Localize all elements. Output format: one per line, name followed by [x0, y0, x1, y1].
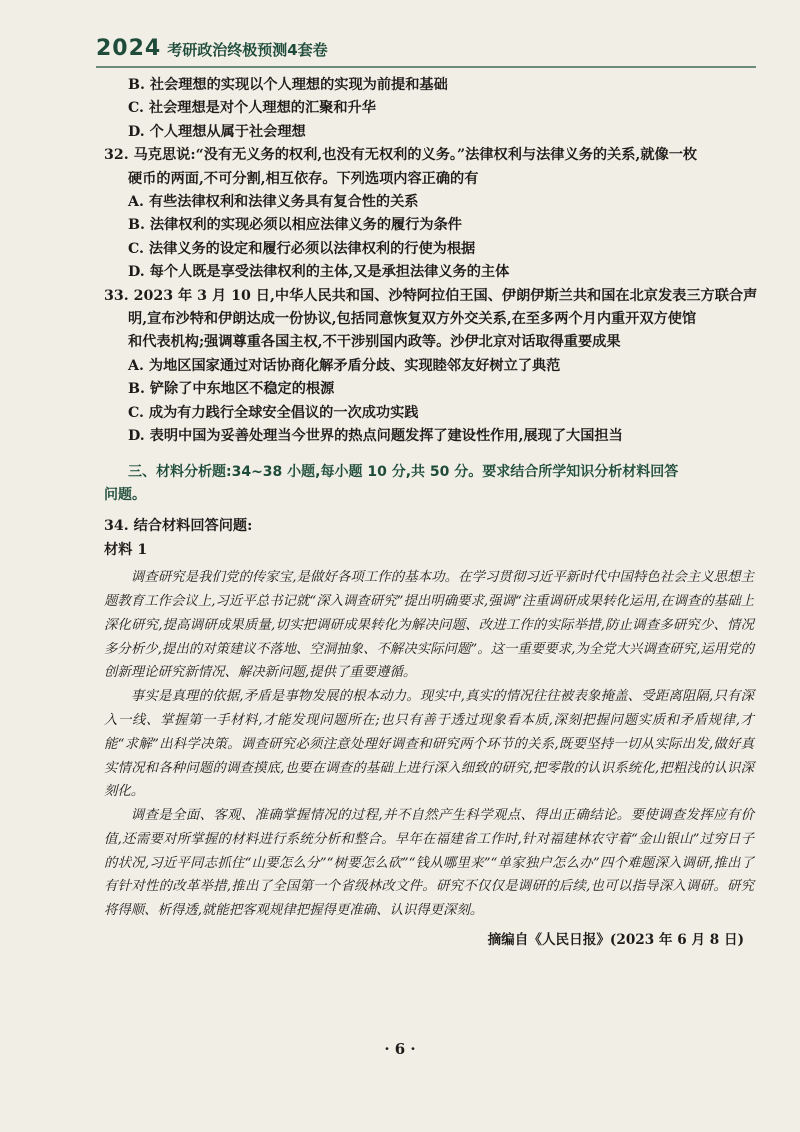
section-heading: [104, 461, 754, 508]
question-31-options: [104, 74, 754, 144]
header-year: 2024: [96, 36, 162, 61]
option: C. 成为有力践行全球安全倡议的一次成功实践: [128, 404, 419, 421]
option: D. 每个人既是享受法律权利的主体,又是承担法律义务的主体: [128, 264, 510, 281]
option: D. 个人理想从属于社会理想: [128, 123, 306, 140]
page-header: [96, 36, 328, 61]
section-heading-line: 三、材料分析题:34~38 小题,每小题 10 分,共 50 分。要求结合所学知识分析材料回答: [128, 463, 679, 480]
option: C. 法律义务的设定和履行必须以法律权利的行使为根据: [128, 240, 476, 257]
question-stem: 和代表机构;强调尊重各国主权,不干涉别国内政等。沙伊北京对话取得重要成果: [128, 334, 621, 351]
material-label: 材料 1: [104, 541, 148, 558]
question-32: [104, 144, 754, 284]
option: B. 铲除了中东地区不稳定的根源: [128, 381, 335, 398]
material-source: 摘编自《人民日报》(2023 年 6 月 8 日): [487, 932, 744, 949]
question-stem: 明,宣布沙特和伊朗达成一份协议,包括同意恢复双方外交关系,在至多两个月内重开双方使馆: [128, 311, 697, 328]
question-33: [104, 285, 758, 449]
question-stem: 硬币的两面,不可分割,相互依存。下列选项内容正确的有: [128, 170, 479, 187]
page-content: [104, 74, 758, 952]
option: A. 为地区国家通过对话协商化解矛盾分歧、实现睦邻友好树立了典范: [128, 357, 561, 374]
question-stem: 33. 2023 年 3 月 10 日,中华人民共和国、沙特阿拉伯王国、伊朗伊斯兰共和国在北京发表三方联合声: [104, 287, 758, 304]
question-stem: 32. 马克思说:“没有无义务的权利,也没有无权利的义务。”法律权利与法律义务的关系,就像一枚: [104, 147, 698, 164]
page-number: · 6 ·: [384, 1040, 416, 1058]
material-text: [104, 566, 754, 923]
material-paragraph: 调查研究是我们党的传家宝,是做好各项工作的基本功。在学习贯彻习近平新时代中国特色社会主义思想主题教育工作会议上,习近平总书记就“深入调查研究”提出明确要求,强调“注重调研成果转化运用,在调查的基础上深化研究,提高调研成果质量,切实把调研成果转化为解决问题、改进工作的实际举措,防止调查多研究少、情况多分析少,提出的对策建议不落地、空洞抽象、不解决实际问题”。这一重要要求,为全党大兴调查研究,运用党的创新理论研究新情况、解决新问题,提供了重要遵循。: [104, 570, 754, 681]
material-paragraph: 调查是全面、客观、准确掌握情况的过程,并不自然产生科学观点、得出正确结论。要使调查发挥应有价值,还需要对所掌握的材料进行系统分析和整合。早年在福建省工作时,针对福建林农守着“金山银山”过穷日子的状况,习近平同志抓住“山要怎么分”“树要怎么砍”“钱从哪里来”“单家独户怎么办”四个难题深入调研,推出了有针对性的改革举措,推出了全国第一个省级林改文件。研究不仅仅是调研的后续,也可以指导深入调研。研究将得顺、析得透,就能把客观规律把握得更准确、认识得更深刻。: [104, 808, 754, 919]
option: C. 社会理想是对个人理想的汇聚和升华: [128, 100, 376, 117]
option: D. 表明中国为妥善处理当今世界的热点问题发挥了建设性作用,展现了大国担当: [128, 428, 623, 445]
option: A. 有些法律权利和法律义务具有复合性的关系: [128, 194, 419, 211]
header-title: 考研政治终极预测4套卷: [167, 41, 328, 59]
material-paragraph: 事实是真理的依据,矛盾是事物发展的根本动力。现实中,真实的情况往往被表象掩盖、受距离阻隔,只有深入一线、掌握第一手材料,才能发现问题所在;也只有善于透过现象看本质,深刻把握问题实质和矛盾规律,才能“求解”出科学决策。调查研究必须注意处理好调查和研究两个环节的关系,既要坚持一切从实际出发,做好真实情况和各种问题的调查摸底,也要在调查的基础上进行深入细致的研究,把零散的认识系统化,把粗浅的认识深刻化。: [104, 689, 754, 800]
option: B. 社会理想的实现以个人理想的实现为前提和基础: [128, 77, 448, 93]
header-rule: [96, 66, 756, 68]
section-heading-line: 问题。: [104, 486, 146, 503]
option: B. 法律权利的实现必须以相应法律义务的履行为条件: [128, 217, 462, 234]
question-34-title: 34. 结合材料回答问题:: [104, 518, 253, 535]
